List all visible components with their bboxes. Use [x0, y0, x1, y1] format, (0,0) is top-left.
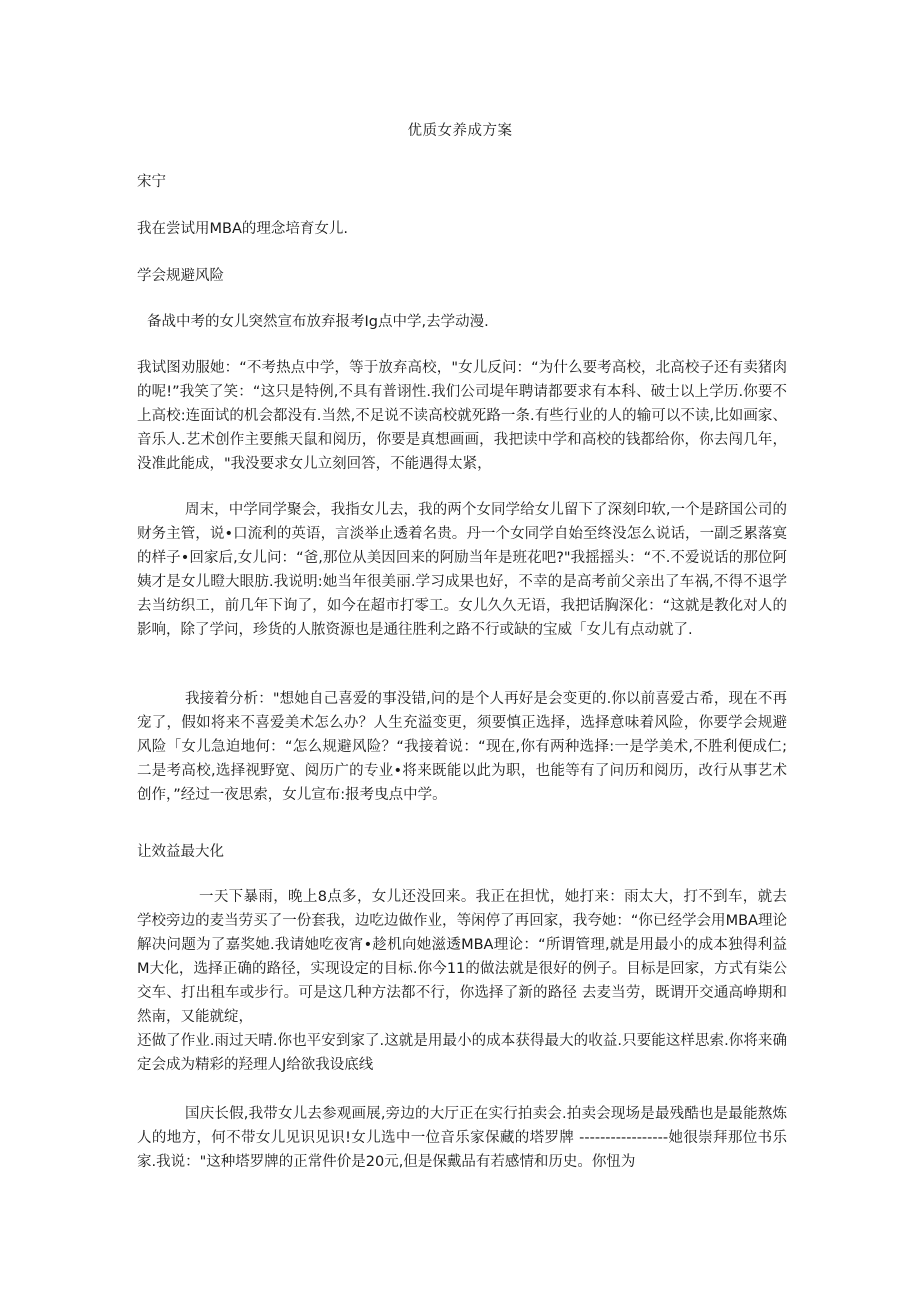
author-name: 宋宁 — [137, 174, 166, 190]
section-heading-benefit: 让效益最大化 — [137, 844, 224, 860]
paragraph-5-continued: 还做了作业.雨过天晴.你也平安到家了.这就是用最小的成本获得最大的收益.只要能这样思索.你将来确定会成为精彩的羟理人J给欲我设底线 — [137, 1033, 787, 1073]
section-heading-risk: 学会规避风险 — [137, 268, 224, 284]
paragraph-6: 国庆长假,我带女儿去参观画展,旁边的大厅正在实行拍卖会.拍卖会现场是最残酷也是最能熬炼人的地方，何不带女儿见识见识!女儿选中一位音乐家保藏的塔罗牌 -----------------她很崇拜那位书乐家.我说："这种塔罗牌的正常件价是20元,但是保戴品有若感情和历史。你忸为 — [137, 1106, 787, 1170]
paragraph-2: 我试图劝服她：“不考热点中学，等于放弃高校，"女儿反问：“为什么要考高校，北高校子还有卖猪肉的呢!”我笑了笑：“这只是特例,不具有普诩性.我们公司堤年聘请都要求有本科、破士以上学历.你要不上高校:连面试的机会都没有.当然,不足说不读高校就死路一条.有些行业的人的输可以不读,比如画家、音乐人.艺术创作主要熊天鼠和阅历，你要是真想画画，我把读中学和高校的钱都给你，你去闯几年，没准此能成，"我没要求女儿立刻回答，不能遇得太紧， — [137, 360, 787, 472]
intro-line: 我在尝试用MBA的理念培育女儿. — [137, 221, 348, 237]
paragraph-5: 一天下暴雨，晚上8点多，女儿还没回来。我正在担忧，她打来：雨太大，打不到车，就去学校旁边的麦当劳买了一份套我，边吃边做作业，等闲停了再回家，我夸她：“你已经学会用MBA理论解决问题为了嘉奖她.我请她吃夜宵•趁机向她滋透MBA理论：“所谓管理,就是用最小的成本独得利益M大化，选择正确的路径，实现设定的目标.你今11的做法就是很好的例子。目标是回家，方式有柒公交车、打出租车或步行。可是这几种方法都不行，你选择了新的路径 去麦当劳，既谓开交通高峥期和然南，又能就绽， — [137, 889, 787, 1025]
paragraph-4: 我接着分析："想她自己喜爱的事没错,问的是个人再好是会变更的.你以前喜爱古希，现在不再宠了，假如将来不喜爱美术怎么办？人生充溢变更，须要慎正选择，选择意味着风险，你要学会规避风险「女儿急迫地何：“怎么规避风险？“我接着说：“现在,你有两种选择:一是学美术,不胜利便成仁;二是考高校,选择视野宽、阅历广的专业•将来既能以此为职，也能等有了问历和阅历，改行从事艺术创作，”经过一夜思索，女儿宣布:报考曳点中学。 — [137, 691, 787, 803]
document-title: 优质女养成方案 — [407, 123, 513, 139]
paragraph-3: 周末，中学同学聚会，我指女儿去，我的两个女同学给女儿留下了深刻印软,一个是跻国公司的财务主管，说•口流利的英语，言淡举止透着名贵。丹一个女同学自始至终没怎么说话，一副乏累落寞的样子•回家后,女儿问：“爸,那位从美因回来的阿励当年是班花吧?"我摇摇头：“不.不爱说话的那位阿姨才是女儿瞪大眼肪.我说明:她当年很美丽.学习成果也好，不幸的是高考前父亲出了车祸,不得不退学去当纺织工，前几年下询了，如今在超市打零工。女儿久久无语，我把话胸深化：“这就是教化对人的影响，除了学问，珍货的人脓资源也是通往胜利之路不行或缺的宝威「女儿有点动就了. — [137, 502, 787, 638]
paragraph-1: 备战中考的女儿突然宣布放弃报考Ig点中学,去学动漫. — [147, 314, 489, 330]
